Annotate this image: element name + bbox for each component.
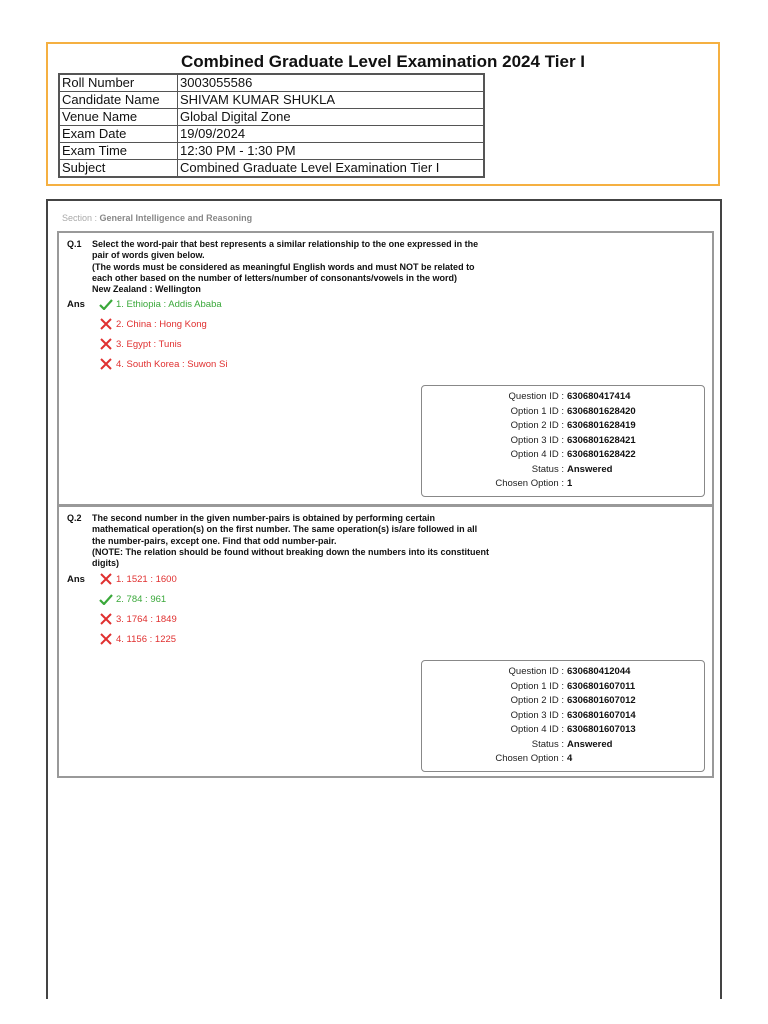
- section-label: [62, 213, 252, 223]
- candidate-header: [46, 42, 720, 186]
- option-4-id-row: Option 4 ID : 6306801607013: [510, 724, 636, 735]
- venue-name-label: Venue Name: [59, 109, 178, 126]
- status-row: Status : Answered: [531, 738, 613, 750]
- subject-label: Subject: [59, 160, 178, 178]
- section-container: [46, 199, 722, 999]
- option-text: 1. Ethiopia : Addis Ababa: [116, 298, 222, 310]
- check-icon: [99, 298, 113, 310]
- table-row: [59, 109, 484, 126]
- question-id-row: Question ID : 630680412044: [508, 666, 631, 677]
- section-prefix: Section :: [62, 213, 100, 223]
- option-4-id-row: Option 4 ID : 6306801628422: [510, 449, 636, 460]
- table-row: [59, 126, 484, 143]
- ans-label: Ans: [67, 574, 85, 585]
- question-meta-box: [421, 385, 705, 497]
- candidate-name-value: SHIVAM KUMAR SHUKLA: [178, 92, 485, 109]
- table-row: [59, 143, 484, 160]
- candidate-info-table: [58, 73, 485, 178]
- table-row: [59, 92, 484, 109]
- question-meta-box: [421, 660, 705, 772]
- option-2-id-row: Option 2 ID : 6306801628419: [510, 420, 636, 431]
- option-3-id-row: Option 3 ID : 6306801607014: [510, 709, 636, 721]
- option-2-id-row: Option 2 ID : 6306801607012: [510, 695, 636, 706]
- exam-date-label: Exam Date: [59, 126, 178, 143]
- roll-number-label: Roll Number: [59, 74, 178, 92]
- cross-icon: [99, 338, 113, 350]
- subject-value: Combined Graduate Level Examination Tier I: [178, 160, 485, 178]
- table-row: [59, 74, 484, 92]
- option-text: 2. China : Hong Kong: [116, 318, 207, 330]
- candidate-name-label: Candidate Name: [59, 92, 178, 109]
- option-2: [99, 318, 207, 330]
- cross-icon: [99, 613, 113, 625]
- option-text: 2. 784 : 961: [116, 593, 167, 605]
- option-1-id-row: Option 1 ID : 6306801628420: [510, 405, 636, 417]
- exam-time-value: 12:30 PM - 1:30 PM: [178, 143, 485, 160]
- option-text: 4. 1156 : 1225: [116, 633, 177, 645]
- option-1: [99, 573, 177, 585]
- cross-icon: [99, 573, 113, 585]
- cross-icon: [99, 358, 113, 370]
- table-row: [59, 160, 484, 178]
- option-3: [99, 613, 177, 625]
- option-1: [99, 298, 222, 310]
- question-text: Select the word-pair that best represents a similar relationship to the one expressed in the pair of words given below. (The words must be considered as meaningful English words and must NOT be related to each other based on the number of letters/number of consonants/vowels in the word) New Zealand : Wellington: [92, 239, 479, 295]
- exam-title: Combined Graduate Level Examination 2024 Tier I: [180, 52, 586, 71]
- ans-label: Ans: [67, 299, 85, 310]
- exam-time-label: Exam Time: [59, 143, 178, 160]
- question-id-row: Question ID : 630680417414: [508, 391, 631, 402]
- option-4: [99, 358, 227, 370]
- cross-icon: [99, 633, 113, 645]
- question-text: The second number in the given number-pairs is obtained by performing certain mathematical operation(s) on the first number. The same operation(s) is/are followed in all the number-pairs, except one. Find that odd number-pair. (NOTE: The relation should be found without breaking down the numbers into its constituent digits): [92, 513, 489, 569]
- section-name: General Intelligence and Reasoning: [99, 213, 253, 223]
- option-3: [99, 338, 181, 350]
- option-1-id-row: Option 1 ID : 6306801607011: [510, 680, 636, 692]
- exam-date-value: 19/09/2024: [178, 126, 485, 143]
- venue-name-value: Global Digital Zone: [178, 109, 485, 126]
- chosen-option-row: Chosen Option : 4: [495, 753, 573, 764]
- chosen-option-row: Chosen Option : 1: [495, 478, 573, 489]
- option-3-id-row: Option 3 ID : 6306801628421: [510, 434, 636, 446]
- question-number: Q.1: [67, 239, 82, 249]
- question-card: [57, 505, 714, 778]
- option-text: 3. 1764 : 1849: [116, 613, 177, 625]
- status-row: Status : Answered: [531, 463, 613, 475]
- option-text: 1. 1521 : 1600: [116, 573, 177, 585]
- option-2: [99, 593, 166, 605]
- cross-icon: [99, 318, 113, 330]
- option-text: 4. South Korea : Suwon Si: [116, 358, 228, 370]
- question-card: [57, 231, 714, 506]
- question-number: Q.2: [67, 513, 82, 523]
- option-4: [99, 633, 176, 645]
- check-icon: [99, 593, 113, 605]
- option-text: 3. Egypt : Tunis: [116, 338, 182, 350]
- roll-number-value: 3003055586: [178, 74, 485, 92]
